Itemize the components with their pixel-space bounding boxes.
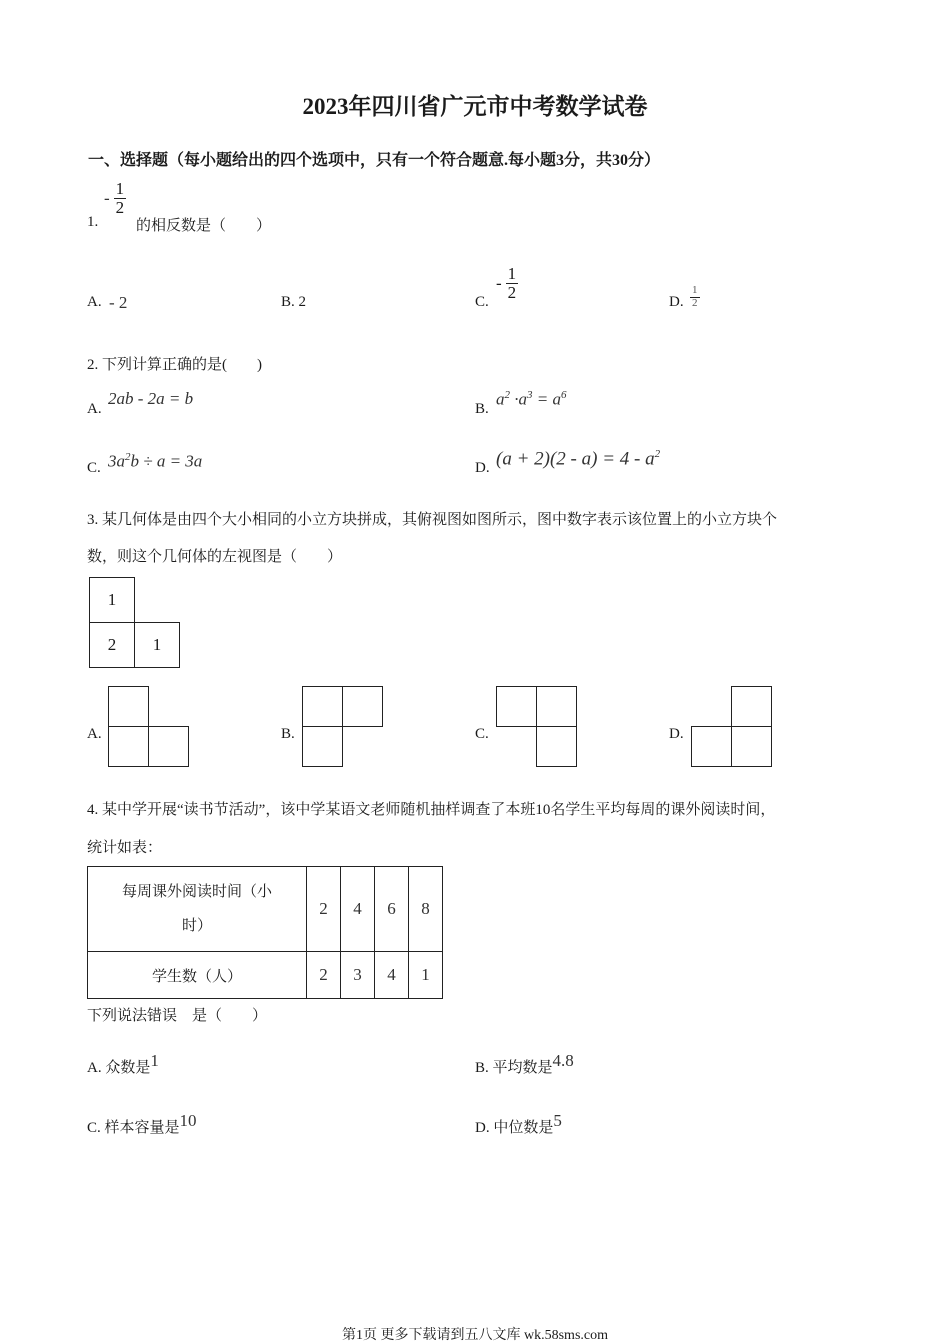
q2-option-d-label: D.	[475, 460, 490, 476]
q2-option-c-label: C.	[87, 460, 101, 476]
q2-b-dot: ·a	[510, 389, 527, 409]
q3-a-square	[108, 686, 149, 727]
q2-c-post: b ÷ a = 3a	[130, 451, 203, 471]
q4-option-c	[87, 1111, 197, 1137]
q3-d-square	[731, 686, 772, 727]
q1-option-d-label: D.	[669, 294, 684, 310]
q2-b-eq: = a	[532, 389, 561, 409]
q1-stem: 的相反数是（ ）	[136, 218, 272, 234]
q3-a-square	[148, 726, 189, 767]
q2-b-exp3: 6	[560, 389, 567, 401]
table-header-reading-time	[88, 867, 307, 952]
q2-b-base: a	[496, 389, 505, 409]
table-cell: 6	[375, 867, 409, 952]
q1-frac-sign: -	[104, 188, 110, 208]
q2-option-a-math: 2ab - 2a = b	[108, 389, 194, 408]
q3-grid-cell-bottom-left: 2	[89, 622, 135, 668]
q2-stem: 2. 下列计算正确的是( )	[87, 357, 262, 373]
q2-option-d-math	[496, 448, 660, 470]
q2-option-b-math	[496, 389, 566, 410]
q1-option-c-fraction	[496, 265, 518, 302]
q2-c-pre: 3a	[108, 451, 125, 471]
q1-fraction	[104, 180, 126, 217]
q1-option-d-den: 2	[692, 296, 698, 309]
table-cell: 2	[307, 867, 341, 952]
q1-frac-num: 1	[115, 179, 125, 198]
q3-c-square	[536, 726, 577, 767]
q2-d-pre: (a + 2)(2 - a) = 4 - a	[496, 448, 655, 470]
q4-option-d	[475, 1111, 562, 1137]
q2-b-exp2: 3	[527, 389, 533, 401]
q4-option-a-value: 1	[150, 1051, 159, 1070]
table-cell: 4	[375, 952, 409, 999]
q4-prompt: 下列说法错误 是（ ）	[87, 1008, 268, 1024]
q1-option-a-label: A.	[87, 294, 102, 310]
table-cell: 8	[409, 867, 443, 952]
q2-d-exp: 2	[654, 448, 661, 460]
q3-b-square	[302, 686, 343, 727]
q1-option-a-value: - 2	[109, 293, 128, 312]
q3-d-square	[691, 726, 732, 767]
q1-frac	[114, 180, 127, 217]
page-footer: 第1页 更多下载请到五八文库 wk.58sms.com	[342, 1328, 608, 1343]
q1-frac-den: 2	[115, 197, 125, 217]
q2-b-exp1: 2	[504, 389, 510, 401]
table-cell: 1	[409, 952, 443, 999]
q2-option-b-label: B.	[475, 401, 489, 417]
q4-stem-line2: 统计如表：	[87, 840, 163, 856]
q2-option-c-math	[108, 451, 202, 472]
q3-option-c-label: C.	[475, 726, 489, 742]
table-header-student-count: 学生数（人）	[88, 952, 307, 999]
table-cell: 2	[307, 952, 341, 999]
q1-option-c-sign: -	[496, 273, 502, 293]
q3-stem-line1: 3. 某几何体是由四个大小相同的小立方块拼成，其俯视图如图所示，图中数字表示该位置上的小立方块个	[87, 512, 778, 528]
q1-option-c-frac	[506, 265, 519, 302]
q1-option-d-num: 1	[692, 284, 698, 296]
q4-reading-time-table	[87, 866, 443, 999]
q3-stem-line2: 数，则这个几何体的左视图是（ ）	[87, 549, 343, 565]
table-cell: 4	[341, 867, 375, 952]
q1-number: 1.	[87, 214, 99, 230]
q3-option-d-label: D.	[669, 726, 684, 742]
q3-c-square	[536, 686, 577, 727]
table-cell: 3	[341, 952, 375, 999]
q4-option-b	[475, 1051, 574, 1077]
q3-b-square	[302, 726, 343, 767]
q4-stem-line1: 4. 某中学开展“读书节活动”，该中学某语文老师随机抽样调查了本班10名学生平均每周的课外阅读时间，	[87, 802, 776, 818]
q4-option-d-value: 5	[553, 1111, 562, 1130]
q2-c-exp: 2	[125, 451, 131, 463]
q3-d-square	[731, 726, 772, 767]
q1-option-d-fraction	[690, 285, 700, 309]
table-row	[88, 867, 443, 952]
q4-option-c-text: C. 样本容量是	[87, 1120, 180, 1136]
q3-grid-cell-top: 1	[89, 577, 135, 623]
q4-option-c-value: 10	[179, 1111, 197, 1130]
q3-grid-cell-bottom-right: 1	[134, 622, 180, 668]
q1-option-d-frac	[690, 285, 700, 309]
table-header-line: 时）	[181, 918, 212, 934]
q4-option-a	[87, 1051, 159, 1077]
section-heading: 一、选择题（每小题给出的四个选项中，只有一个符合题意.每小题3分，共30分）	[88, 152, 661, 169]
q3-b-square	[342, 686, 383, 727]
table-row	[88, 952, 443, 999]
page-title: 2023年四川省广元市中考数学试卷	[302, 94, 648, 119]
q3-option-a-label: A.	[87, 726, 102, 742]
q3-option-b-label: B.	[281, 726, 295, 742]
q1-option-c-den: 2	[507, 282, 517, 302]
q4-option-d-text: D. 中位数是	[475, 1120, 554, 1136]
q4-option-b-value: 4.8	[552, 1051, 574, 1070]
q1-option-b: B. 2	[281, 294, 307, 310]
q1-option-c-num: 1	[507, 264, 517, 283]
q3-a-square	[108, 726, 149, 767]
table-header-line: 每周课外阅读时间（小	[121, 884, 272, 900]
q2-option-a-label: A.	[87, 401, 102, 417]
q3-c-square	[496, 686, 537, 727]
q4-option-a-text: A. 众数是	[87, 1060, 151, 1076]
q1-option-c-label: C.	[475, 294, 489, 310]
q4-option-b-text: B. 平均数是	[475, 1060, 553, 1076]
